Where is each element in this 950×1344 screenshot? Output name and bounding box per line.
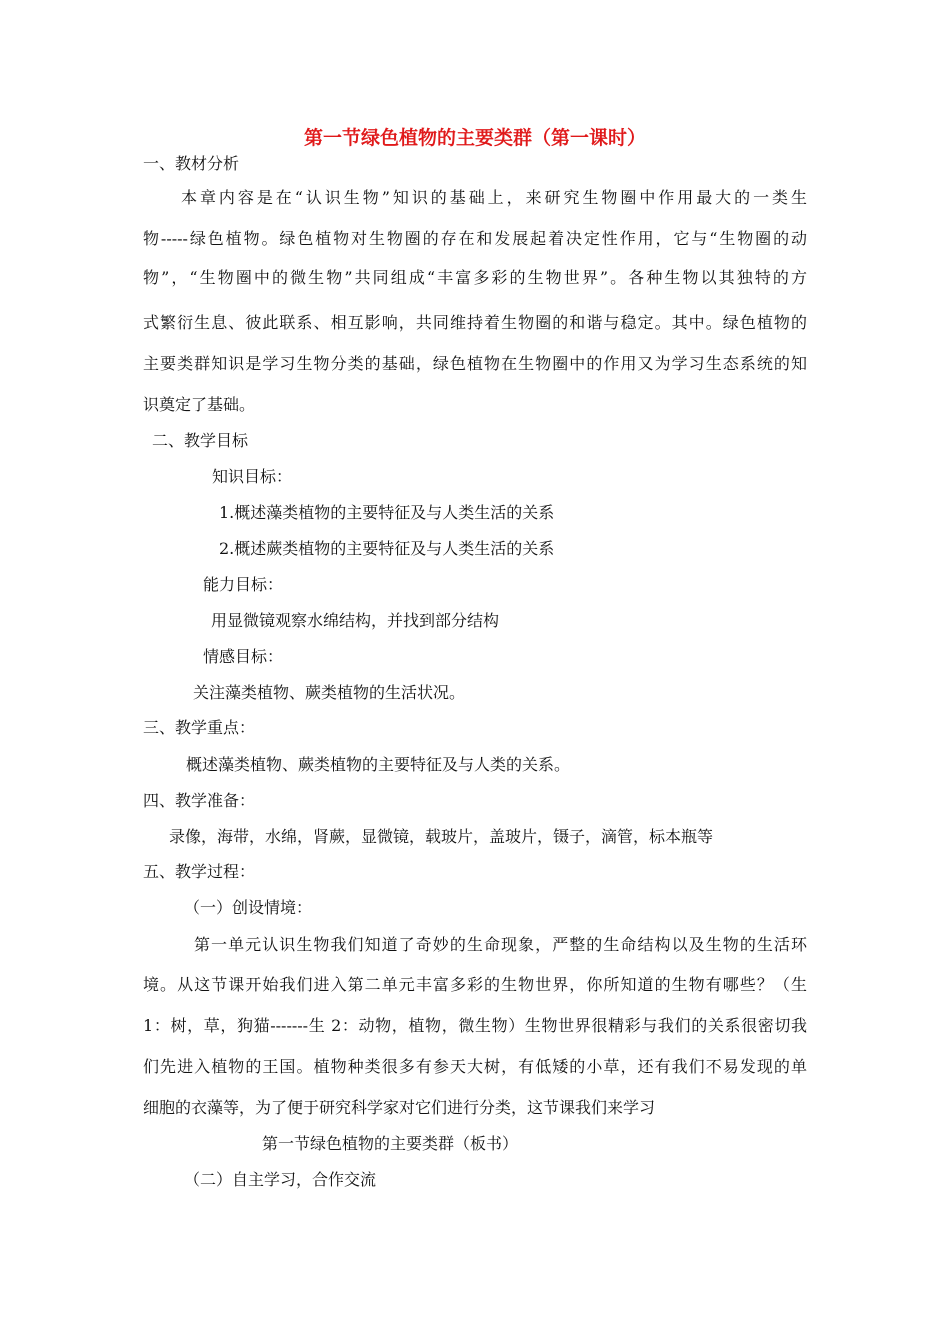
ability-goal-label: 能力目标： — [203, 575, 284, 594]
section4-text: 录像，海带，水绵，肾蕨，显微镜，载玻片，盖玻片，镊子，滴管，标本瓶等 — [169, 827, 714, 846]
section1-line-6: 识奠定了基础。 — [143, 395, 256, 414]
knowledge-goal-label: 知识目标： — [212, 467, 293, 486]
emotion-goal-text: 关注藻类植物、蕨类植物的生活状况。 — [193, 683, 466, 702]
section5-line-3: 1：树，草，狗猫-------生 2：动物，植物，微生物）生物世界很精彩与我们的关系很密切我 — [143, 1016, 807, 1035]
section2-heading: 二、教学目标 — [152, 431, 249, 450]
knowledge-goal-item-2: 2.概述蕨类植物的主要特征及与人类生活的关系 — [219, 539, 555, 558]
section5-line-4: 们先进入植物的王国。植物种类很多有参天大树，有低矮的小草，还有我们不易发现的单 — [143, 1057, 807, 1076]
document-title: 第一节绿色植物的主要类群（第一课时） — [303, 127, 646, 149]
board-title: 第一节绿色植物的主要类群（板书） — [262, 1134, 519, 1153]
section5-line-1: 第一单元认识生物我们知道了奇妙的生命现象，严整的生命结构以及生物的生活环 — [194, 935, 807, 954]
section5-sub2: （二）自主学习，合作交流 — [184, 1170, 377, 1189]
section3-text: 概述藻类植物、蕨类植物的主要特征及与人类的关系。 — [186, 755, 571, 774]
section1-line-1: 本章内容是在“认识生物”知识的基础上，来研究生物圈中作用最大的一类生 — [181, 188, 807, 207]
section5-sub1: （一）创设情境： — [184, 898, 313, 917]
knowledge-goal-item-1: 1.概述藻类植物的主要特征及与人类生活的关系 — [219, 503, 555, 522]
section5-heading: 五、教学过程： — [143, 862, 256, 881]
section1-line-2: 物-----绿色植物。绿色植物对生物圈的存在和发展起着决定性作用，它与“生物圈的动 — [143, 229, 807, 248]
section4-heading: 四、教学准备： — [143, 791, 256, 810]
section1-line-4: 式繁衍生息、彼此联系、相互影响，共同维持着生物圈的和谐与稳定。其中。绿色植物的 — [143, 313, 807, 332]
section3-heading: 三、教学重点： — [143, 718, 256, 737]
section5-line-5: 细胞的衣藻等，为了便于研究科学家对它们进行分类，这节课我们来学习 — [143, 1098, 656, 1117]
section1-line-5: 主要类群知识是学习生物分类的基础，绿色植物在生物圈中的作用又为学习生态系统的知 — [143, 354, 807, 373]
section5-line-2: 境。从这节课开始我们进入第二单元丰富多彩的生物世界，你所知道的生物有哪些？（生 — [143, 975, 807, 994]
emotion-goal-label: 情感目标： — [203, 647, 284, 666]
section1-line-3: 物”，“生物圈中的微生物”共同组成“丰富多彩的生物世界”。各种生物以其独特的方 — [143, 268, 807, 287]
section1-heading: 一、教材分析 — [143, 154, 240, 173]
ability-goal-text: 用显微镜观察水绵结构，并找到部分结构 — [211, 611, 500, 630]
